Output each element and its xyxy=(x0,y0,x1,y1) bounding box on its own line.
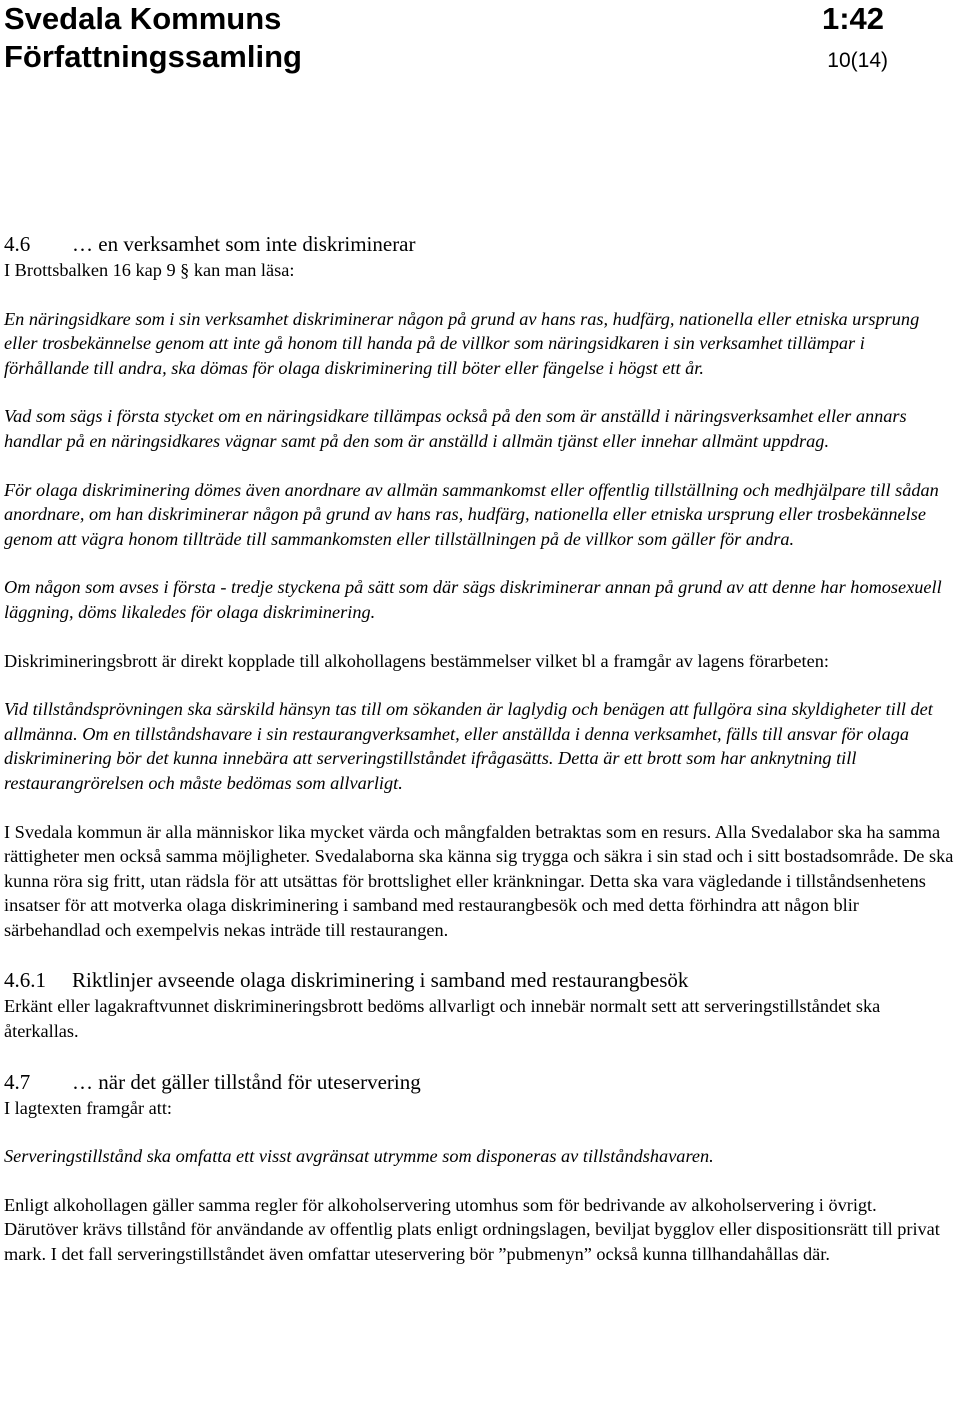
section-title: … när det gäller tillstånd för uteservering xyxy=(72,1069,421,1094)
page-number: 10(14) xyxy=(827,49,888,72)
section-heading xyxy=(4,1068,954,1096)
section-number: 4.6.1 xyxy=(4,968,46,993)
quoted-paragraph: Om någon som avses i första - tredje styckena på sätt som där sägs diskriminerar annan på grund av att denne har homosexuell läggning, döms likaledes för olaga diskriminering. xyxy=(4,577,942,622)
body-paragraph: Enligt alkohollagen gäller samma regler för alkoholservering utomhus som för bedrivande av alkoholservering i övrigt. Därutöver krävs tillstånd för användande av offentlig plats enligt ordningslagen, beviljat bygglov eller dispositionsrätt till privat mark. I det fall serveringstillståndet även omfattar uteservering bör ”pubmenyn” också kunna tillhandahållas där. xyxy=(4,1194,940,1265)
section-intro: I Brottsbalken 16 kap 9 § kan man läsa: xyxy=(4,260,295,280)
page-header xyxy=(4,0,888,80)
subsection-heading xyxy=(4,966,954,994)
collection-title: Författningssamling xyxy=(4,39,302,74)
quoted-paragraph: För olaga diskriminering dömes även anordnare av allmän sammankomst eller offentlig tillställning och medhjälpare till sådan anordnare, om han diskriminerar någon på grund av hans ras, hudfärg, nationella eller etniska ursprung eller trosbekännelse genom att vägra honom tillträde till sammankomsten eller tillställningen på de villkor som gäller för andra. xyxy=(4,479,939,549)
document-code: 1:42 xyxy=(821,1,884,36)
municipality-title: Svedala Kommuns xyxy=(4,1,282,36)
section-number: 4.6 xyxy=(4,232,31,256)
quoted-paragraph: Vid tillståndsprövningen ska särskild hänsyn tas till om sökanden är laglydig och benägen att fullgöra sina skyldigheter till det allmänna. Om en tillståndshavare i sin restaurangverksamhet, eller anställda i denna verksamhet, fälls till ansvar för olaga diskriminering bör det kunna innebära att serveringstillståndet ifrågasätts. Detta är ett brott som har anknytning till restaurangrörelsen och måste bedömas som allvarligt. xyxy=(4,699,933,793)
quoted-paragraph: Vad som sägs i första stycket om en näringsidkare tillämpas också på den som är anställd i näringsverksamhet eller annars handlar på en näringsidkares vägnar samt på den som är anställd i allmän tjänst eller innehar allmänt uppdrag. xyxy=(4,406,907,451)
quoted-paragraph: Serveringstillstånd ska omfatta ett visst avgränsat utrymme som disponeras av tillståndshavaren. xyxy=(4,1146,714,1167)
document-body xyxy=(4,230,954,1267)
section-intro: I lagtexten framgår att: xyxy=(4,1097,173,1118)
quoted-paragraph: En näringsidkare som i sin verksamhet diskriminerar någon på grund av hans ras, hudfärg, nationella eller etniska ursprung eller trosbekännelse genom att inte gå honom till handa på de villkor som näringsidkaren i sin verksamhet tillämpar i förhållande till andra, ska dömas för olaga diskriminering till böter eller fängelse i högst ett år. xyxy=(4,308,920,378)
body-paragraph: Erkänt eller lagakraftvunnet diskrimineringsbrott bedöms allvarligt och innebär normalt sett att serveringstillståndet ska återkallas. xyxy=(4,996,881,1042)
body-paragraph: Diskrimineringsbrott är direkt kopplade till alkohollagens bestämmelser vilket bl a framgår av lagens förarbeten: xyxy=(4,650,829,671)
section-heading xyxy=(4,230,954,258)
section-number: 4.7 xyxy=(4,1069,31,1094)
section-title: … en verksamhet som inte diskriminerar xyxy=(72,232,416,256)
section-title: Riktlinjer avseende olaga diskriminering i samband med restaurangbesök xyxy=(72,968,689,993)
body-paragraph: I Svedala kommun är alla människor lika mycket värda och mångfalden betraktas som en resurs. Alla Svedalabor ska ha samma rättigheter men också samma möjligheter. Svedalaborna ska känna sig trygga och säkra i sin stad och i sitt bostadsområde. De ska kunna röra sig fritt, utan rädsla för att utsättas för brottslighet eller kränkningar. Detta ska vara vägledande i tillståndsenhetens insatser för att motverka olaga diskriminering i samband med restaurangbesök och med detta förhindra att någon blir särbehandlad och exempelvis nekas inträde till restaurangen. xyxy=(4,821,954,940)
